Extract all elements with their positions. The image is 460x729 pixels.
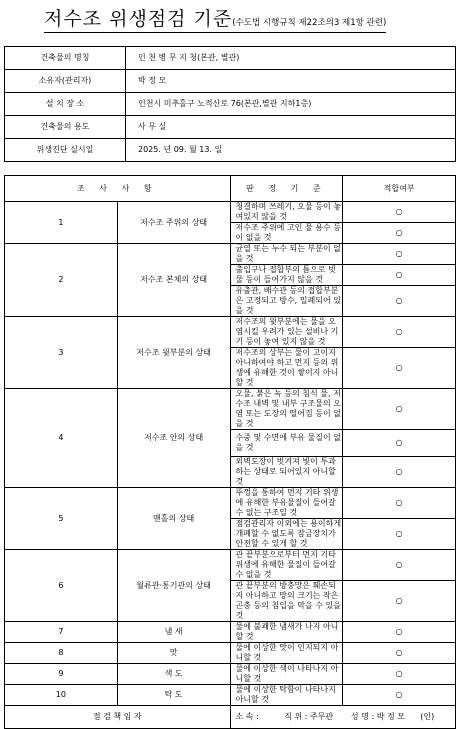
criteria-text: 외벽도장이 벗겨져 빛이 투과하는 상태로 되어있지 아니할 것	[230, 457, 343, 488]
title-area	[0, 0, 460, 34]
table-row	[5, 643, 456, 664]
title-main: 저수조 위생점검 기준	[44, 8, 233, 30]
info-row	[5, 93, 456, 116]
conformity-mark: ○	[343, 488, 456, 519]
info-label: 건축물의 명칭	[5, 47, 126, 70]
header-criteria: 판 정 기 준	[230, 176, 343, 202]
info-value: 인 천 병 무 지 청(본관, 별관)	[126, 47, 456, 70]
criteria-text: 저수조의 상부는 물이 고이지 아니하여야 하고 먼지 등의 위생에 유해한 것이 쌓이지 아니할 것	[230, 348, 343, 389]
info-value: 박 정 모	[126, 70, 456, 93]
table-row	[5, 202, 456, 223]
criteria-text: 점검관리자 이외에는 용이하게 개폐할 수 없도록 잠금장치가 안전할 수 있게 할 것	[230, 519, 343, 550]
inspection-item: 저수조 본체의 상태	[117, 244, 230, 317]
inspection-item: 저수조 주위의 상태	[117, 202, 230, 244]
criteria-text: 청결하며 쓰레기, 오물 등이 놓여있지 않을 것	[230, 202, 343, 223]
inspection-item: 맛	[117, 643, 230, 664]
info-value: 인천시 미추홀구 노적산로 76(본관,별관 지하1층)	[126, 93, 456, 116]
conformity-mark: ○	[343, 265, 456, 286]
info-row	[5, 139, 456, 162]
conformity-mark: ○	[343, 550, 456, 581]
criteria-text: 저수조의 윗부분에는 물을 오염시킬 우려가 있는 설비나 기기 등이 놓여 있지 않을 것	[230, 317, 343, 348]
conformity-mark: ○	[343, 430, 456, 457]
page-title	[44, 4, 386, 33]
criteria-text: 관 끝부분의 방충망은 훼손되지 아니하고 망의 크기는 작은 곤충 등의 침입을 막을 수 있을 것	[230, 581, 343, 622]
table-row	[5, 550, 456, 581]
criteria-text: 물에 이상한 탁함이 나타나지 아니할 것	[230, 685, 343, 706]
table-row	[5, 389, 456, 430]
conformity-mark: ○	[343, 286, 456, 317]
conformity-mark: ○	[343, 223, 456, 244]
inspector-info: 소 속 : 직 위 : 주무관 성 명 : 박 정 모 (인)	[230, 706, 456, 729]
footer-row	[5, 706, 456, 729]
inspection-item: 저수조 윗부분의 상태	[117, 317, 230, 389]
row-number: 2	[5, 244, 118, 317]
conformity-mark: ○	[343, 244, 456, 265]
criteria-text: 관 끝부분으로부터 먼지 기타 위생에 유해한 물질이 들어갈 수 없을 것	[230, 550, 343, 581]
criteria-text: 뚜껑을 통하여 먼지 기타 위생에 유해한 부유물질이 들어갈 수 없는 구조일 것	[230, 488, 343, 519]
conformity-mark: ○	[343, 389, 456, 430]
info-label: 설 치 장 소	[5, 93, 126, 116]
row-number: 7	[5, 622, 118, 643]
row-number: 1	[5, 202, 118, 244]
table-row	[5, 685, 456, 706]
info-value: 2025. 년 09. 월 13. 일	[126, 139, 456, 162]
table-row	[5, 244, 456, 265]
header-row	[5, 176, 456, 202]
inspection-item: 저수조 안의 상태	[117, 389, 230, 488]
conformity-mark: ○	[343, 685, 456, 706]
conformity-mark: ○	[343, 643, 456, 664]
inspection-table	[4, 175, 456, 729]
criteria-text: 출입구나 접합부의 틈으로 빗물 등이 들어가지 않을 것	[230, 265, 343, 286]
conformity-mark: ○	[343, 581, 456, 622]
table-row	[5, 622, 456, 643]
inspection-item: 냄 새	[117, 622, 230, 643]
info-label: 소유자(관리자)	[5, 70, 126, 93]
row-number: 4	[5, 389, 118, 488]
criteria-text: 저수조 주위에 고인 물 용수 등이 없을 것	[230, 223, 343, 244]
inspector-label: 점 검 책 임 자	[5, 706, 231, 729]
inspection-item: 맨홀의 상태	[117, 488, 230, 550]
criteria-text: 물에 이상한 색이 나타나지 아니할 것	[230, 664, 343, 685]
inspection-item: 월류관·통기관의 상태	[117, 550, 230, 622]
conformity-mark: ○	[343, 457, 456, 488]
info-row	[5, 116, 456, 139]
criteria-text: 수중 및 수면에 부유 물질이 없을 것	[230, 430, 343, 457]
inspection-item: 탁 도	[117, 685, 230, 706]
table-row	[5, 664, 456, 685]
conformity-mark: ○	[343, 348, 456, 389]
conformity-mark: ○	[343, 519, 456, 550]
conformity-mark: ○	[343, 622, 456, 643]
info-row	[5, 70, 456, 93]
criteria-text: 오물, 붉은 녹 등의 침식 물, 저수조 내벽 및 내부 구조물의 오염 또는 도장의 떨어짐 등이 없을 것	[230, 389, 343, 430]
row-number: 5	[5, 488, 118, 550]
conformity-mark: ○	[343, 202, 456, 223]
row-number: 3	[5, 317, 118, 389]
criteria-text: 균열 또는 누수 되는 부분이 없을 것	[230, 244, 343, 265]
row-number: 9	[5, 664, 118, 685]
info-label: 건축물의 용도	[5, 116, 126, 139]
conformity-mark: ○	[343, 317, 456, 348]
info-label: 위생진단 실시일	[5, 139, 126, 162]
info-value: 사 무 실	[126, 116, 456, 139]
row-number: 10	[5, 685, 118, 706]
info-row	[5, 47, 456, 70]
table-row	[5, 317, 456, 348]
title-subtitle: (수도법 시행규칙 제22조의3 제1항 관련)	[232, 18, 387, 28]
header-ok: 적합여부	[343, 176, 456, 202]
inspection-item: 색 도	[117, 664, 230, 685]
table-row	[5, 488, 456, 519]
criteria-text: 물에 이상한 맛이 인지되지 아니할 것	[230, 643, 343, 664]
header-item: 조 사 사 항	[5, 176, 231, 202]
row-number: 8	[5, 643, 118, 664]
building-info-table	[4, 46, 456, 162]
criteria-text: 유출관, 배수관 등의 접합부분은 고정되고 방수, 밀폐되어 있을 것	[230, 286, 343, 317]
criteria-text: 물에 불쾌한 냄새가 나지 아니할 것	[230, 622, 343, 643]
row-number: 6	[5, 550, 118, 622]
conformity-mark: ○	[343, 664, 456, 685]
